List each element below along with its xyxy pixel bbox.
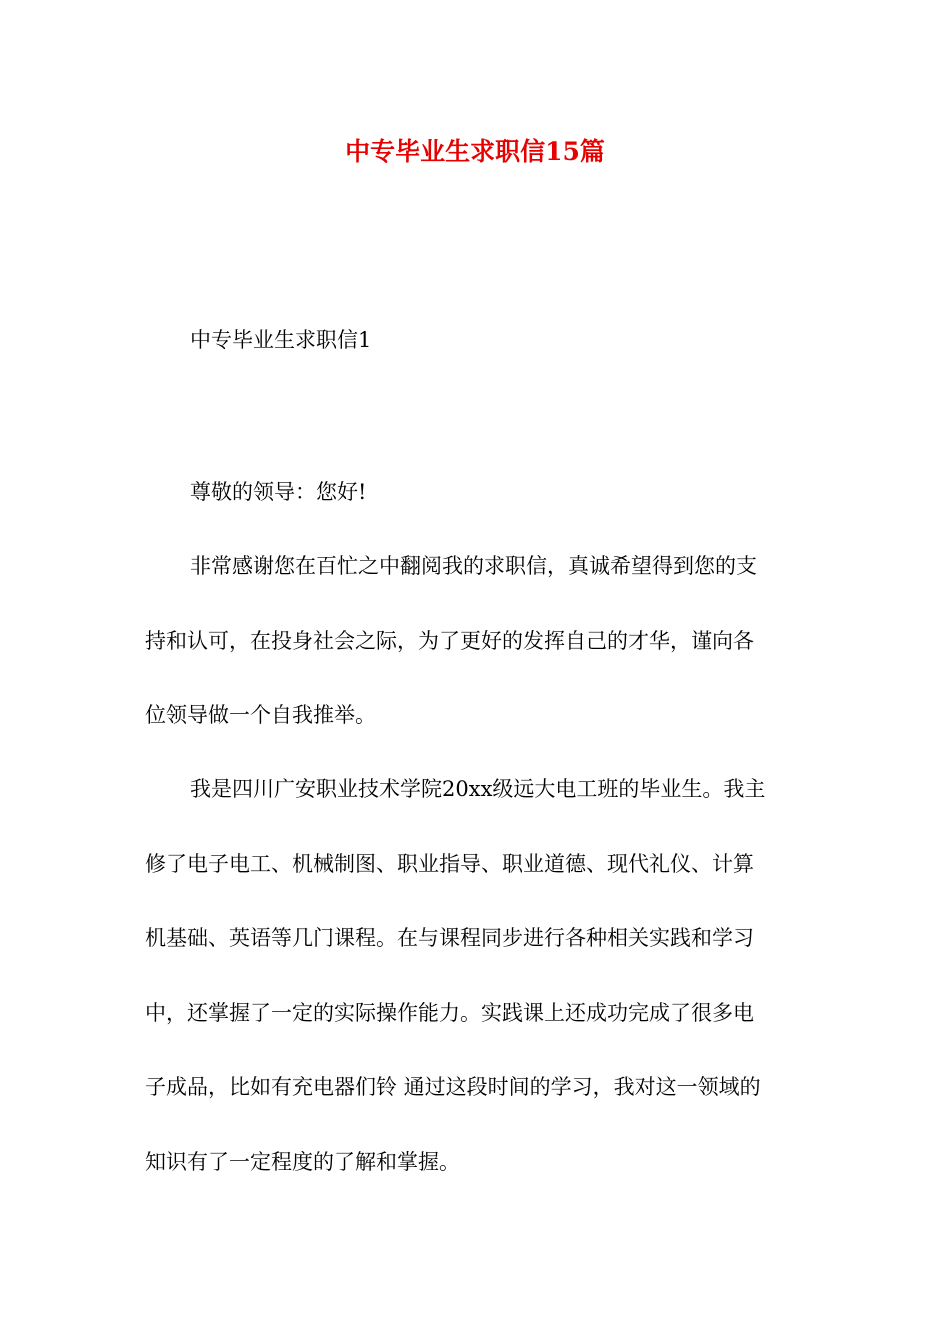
greeting-paragraph (145, 455, 810, 530)
paragraph-thanks (145, 529, 810, 753)
document-title: 中专毕业生求职信15篇 (345, 137, 605, 166)
paragraph-line: 子成品，比如有充电器们铃 通过这段时间的学习，我对这一领域的 (145, 1075, 761, 1099)
section-heading: 中专毕业生求职信1 (190, 328, 372, 352)
paragraph-introduction (145, 752, 810, 1199)
paragraph-line: 中，还掌握了一定的实际操作能力。实践课上还成功完成了很多电 (145, 1000, 754, 1025)
paragraph-line: 知识有了一定程度的了解和掌握。 (145, 1149, 460, 1174)
paragraph-line: 机基础、英语等几门课程。在与课程同步进行各种相关实践和学习 (145, 926, 754, 950)
paragraph-line: 非常感谢您在百忙之中翻阅我的求职信，真诚希望得到您的支 (190, 554, 757, 578)
paragraph-line: 持和认可，在投身社会之际，为了更好的发挥自己的才华，谨向各 (145, 628, 754, 653)
greeting-text: 尊敬的领导：您好! (190, 480, 367, 504)
paragraph-line: 修了电子电工、机械制图、职业指导、职业道德、现代礼仪、计算 (145, 851, 754, 876)
paragraph-line: 位领导做一个自我推举。 (145, 703, 376, 727)
paragraph-line: 我是四川广安职业技术学院20xx级远大电工班的毕业生。我主 (190, 777, 766, 801)
